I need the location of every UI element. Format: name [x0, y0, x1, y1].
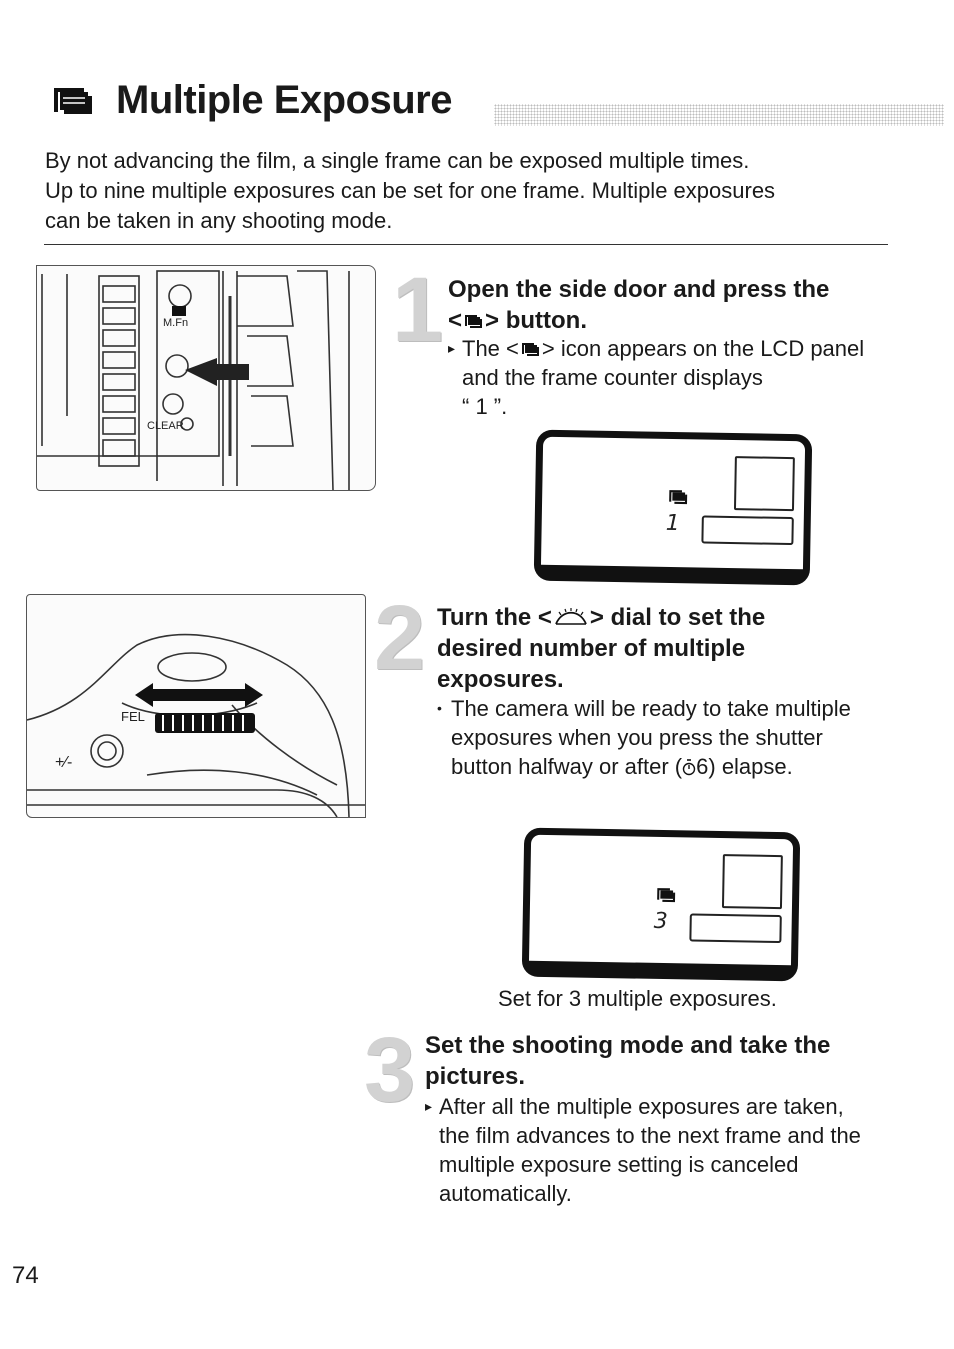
- step-title: Open the side door and press the < > button.: [448, 276, 830, 334]
- step-body-text: ) elapse.: [708, 754, 793, 779]
- step-body: ▸ After all the multiple exposures are taken, the film advances to the next frame and the multiple exposure setting is canceled automatically.: [425, 1094, 861, 1206]
- multiple-exposure-icon: [668, 489, 688, 505]
- step-number: 1: [392, 259, 444, 361]
- frame-counter-value: “ 1 ”.: [462, 394, 508, 419]
- lcd-counter-box: [689, 914, 781, 944]
- intro-line: can be taken in any shooting mode.: [45, 208, 393, 233]
- lcd-panel: [534, 430, 813, 586]
- lcd-caption: Set for 3 multiple exposures.: [498, 986, 777, 1011]
- section-divider: [44, 244, 888, 245]
- lcd-segment-box: [722, 854, 783, 909]
- lcd-counter-box: [701, 516, 793, 546]
- dial-illustration: [26, 594, 366, 818]
- step-number: 2: [374, 587, 426, 689]
- side-door-illustration: [36, 265, 376, 491]
- page-number: 74: [12, 1262, 39, 1289]
- multiple-exposure-icon: [656, 887, 676, 903]
- fel-label: FEL: [121, 709, 145, 724]
- multiple-exposure-icon: [464, 314, 483, 329]
- step-title-text: Open the side door and press the: [448, 276, 830, 303]
- step-title-text: > dial to set the desired number of multiple exposures.: [437, 604, 766, 693]
- clear-label: CLEAR: [147, 420, 184, 432]
- mfn-label: M.Fn: [163, 317, 189, 329]
- title-decoration-bar: [494, 104, 944, 126]
- step-body: ▸ The < > icon appears on the LCD panel and the frame counter displays “ 1 ”.: [448, 336, 865, 419]
- step-body-text: The camera will be ready to take multiple exposures when you press the shutter button halfway or after (: [451, 696, 851, 779]
- lcd-frame-counter: 3: [653, 908, 668, 935]
- multiple-exposure-icon: [50, 84, 96, 118]
- exposure-compensation-label: +⁄-: [55, 754, 73, 771]
- step-body-text: > icon appears on the LCD panel and the frame counter displays: [462, 336, 865, 390]
- intro-line: By not advancing the film, a single frame can be exposed multiple times.: [45, 148, 750, 173]
- step-number: 3: [364, 1019, 416, 1121]
- multiple-exposure-icon: [521, 342, 540, 357]
- lcd-panel: [522, 828, 801, 982]
- timer-icon: [682, 758, 696, 776]
- step-body-text: After all the multiple exposures are taken, the film advances to the next frame and the multiple exposure setting is canceled automatically.: [439, 1094, 861, 1206]
- intro-line: Up to nine multiple exposures can be set for one frame. Multiple exposures: [45, 178, 776, 203]
- page-title: Multiple Exposure: [116, 78, 452, 122]
- step-title: Set the shooting mode and take the pictures.: [425, 1032, 831, 1090]
- step-body-text: The <: [462, 336, 519, 361]
- timer-seconds: 6: [696, 754, 709, 779]
- lcd-frame-counter: 1: [665, 510, 680, 537]
- step-title-text: button.: [505, 307, 587, 334]
- intro-paragraph: [45, 146, 895, 236]
- step-body: • The camera will be ready to take multiple exposures when you press the shutter button halfway or after ( 6) elapse.: [437, 696, 851, 779]
- step-title-text: Turn the <: [437, 604, 552, 631]
- main-dial-icon: [552, 607, 590, 627]
- step-title: [437, 602, 857, 695]
- lcd-segment-box: [734, 456, 795, 511]
